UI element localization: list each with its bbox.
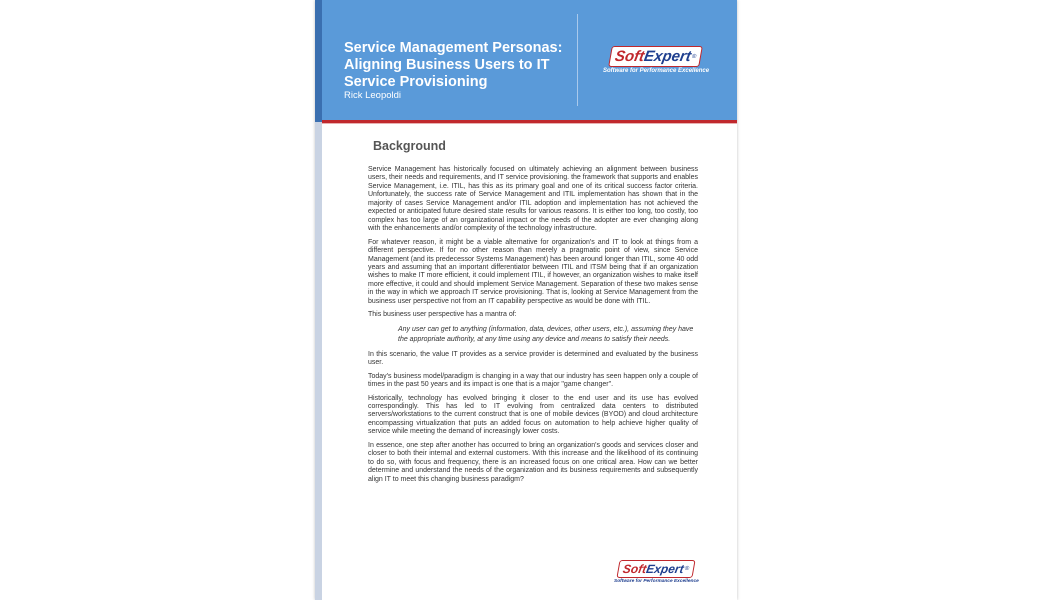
registered-mark: ® [691,53,698,60]
side-stripe-top [315,0,322,122]
document-page [315,0,737,600]
title-line: Aligning Business Users to IT [344,57,550,73]
logo-soft-text: Soft [613,48,647,65]
logo-expert-text: Expert [645,562,686,576]
paragraph: For whatever reason, it might be a viable alternative for organization's and IT to look at things from a different perspective. If for no other reason than merely a pragmatic point of view, since Service Management (and its predecessor Systems Management) has been around longer than ITIL, some 40 odd years and assuming that an important differentiator between ITIL and ITSM being that if an organization wishes to make IT more efficient, it could implement ITIL, if however, an organization wishes to make itself more effective, it could and should implement Service Management. Separation of these two makes sense in the way in which we approach IT service provisioning. That is, looking at Service Management from the business user perspective not from an IT capability perspective as would be done with ITIL. [368,238,698,305]
document-header [315,0,737,120]
registered-mark: ® [684,566,690,572]
paragraph: Historically, technology has evolved bringing it closer to the end user and its use has evolved correspondingly. This has led to IT evolving from centralized data centers to distributed servers/workstations to the current construct that is one of mobile devices (BYOD) and cloud architecture encompassing virtualization that puts an added focus on automation to help achieve higher quality of service while meeting the demand of increasingly lower costs. [368,394,698,436]
section-heading: Background [373,139,446,153]
logo-wordmark [617,560,696,578]
document-title [344,40,572,91]
title-line: Service Management Personas: [344,40,563,56]
paragraph: Service Management has historically focused on ultimately achieving an alignment between business users, their needs and requirements, and IT service provisioning. the framework that supports and enables Service Management, i.e. ITIL, has this as its primary goal and one of its critical success factor criteria. Unfortunately, the success rate of Service Management and ITIL implementation has shown that in the majority of cases Service Management and/or ITIL adoption and implementation has not achieved the expected or anticipated future desired state results for various reasons. It is either too long, too costly, too complex has too large of an organizational impact or the needs of the adopter are ever changing along with the enhancements and/or complexity of the technology infrastructure. [368,166,698,233]
paragraph: Today's business model/paradigm is changing in a way that our industry has seen happen only a couple of times in the past 50 years and its impact is one that is a major "game changer". [368,372,698,389]
logo-soft-text: Soft [622,562,648,576]
logo-expert-text: Expert [643,48,693,65]
paragraph: This business user perspective has a mantra of: [368,311,517,319]
author-name: Rick Leopoldi [344,90,402,101]
paragraph: In essence, one step after another has occurred to bring an organization's goods and services closer and closer to both their internal and external customers. With this increase and the likelihood of its continuing to do so, with focus and frequency, there is an increased focus on one critical area. How can we better determine and understand the needs of the organization and its business requirements and subsequently align IT to meet this changing business paradigm? [368,441,698,483]
logo-wordmark [609,46,704,67]
logo-tagline: Software for Performance Excellence [614,579,699,584]
softexpert-footer-logo [614,560,699,584]
body-text [368,166,698,489]
paragraph: In this scenario, the value IT provides as a service provider is determined and evaluated by the business user. [368,350,698,367]
title-line: Service Provisioning [344,74,488,90]
quote: Any user can get to anything (information, data, devices, other users, etc.), assuming they have the appropriate authority, at any time using any device and means to satisfy their needs. [398,325,694,343]
header-pink-rule [315,123,737,124]
softexpert-logo [603,46,709,74]
header-divider [577,14,578,106]
logo-tagline: Software for Performance Excellence [603,68,710,74]
